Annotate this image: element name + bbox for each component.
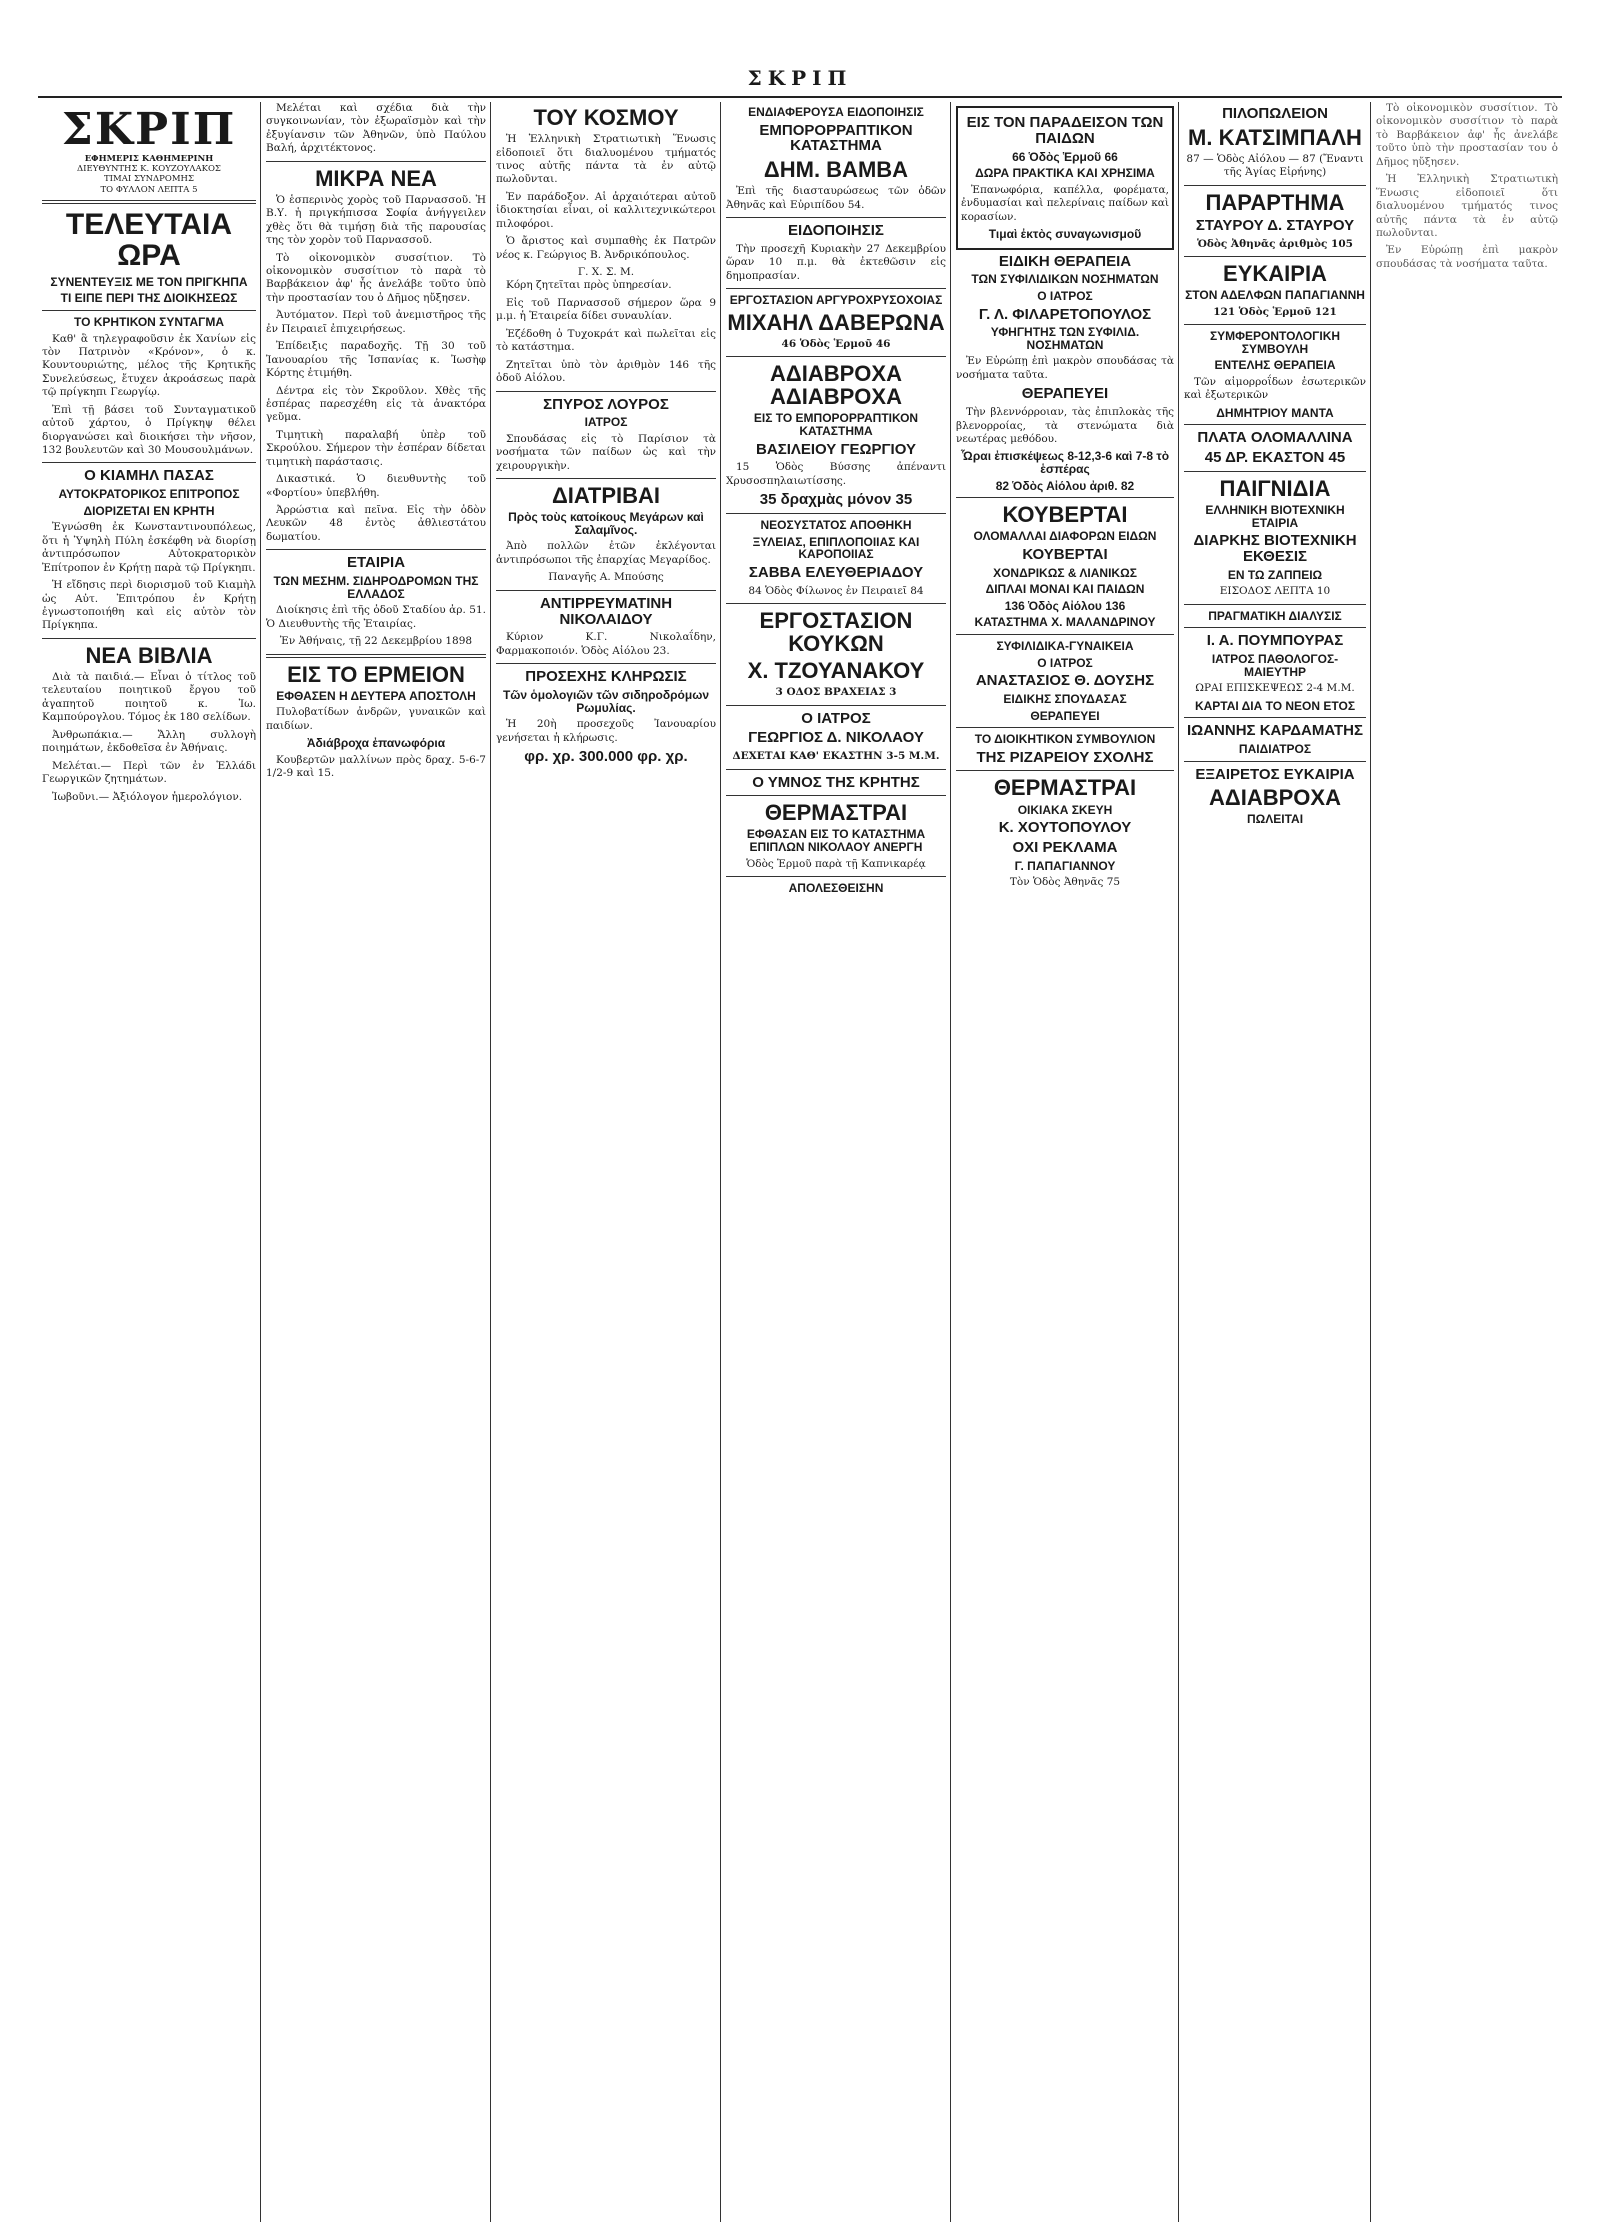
headline-lost: ΑΠΟΛΕΣΘΕΙΣΗΝ — [788, 881, 884, 896]
hours: ΔΕΧΕΤΑΙ ΚΑΘ' ΕΚΑΣΤΗΝ 3-5 Μ.Μ. — [732, 750, 940, 763]
headline-advice: ΣΥΜΦΕΡΟΝΤΟΛΟΓΙΚΗ ΣΥΜΒΟΥΛΗ — [1209, 329, 1341, 356]
column-7 — [1372, 102, 1562, 2222]
article-paragraph: Κύριον Κ.Γ. Νικολαΐδην, Φαρμακοποιόν. Ὁδὸς Αἰόλου 23. — [496, 631, 716, 657]
headline-woodwork: ΞΥΛΕΙΑΣ, ΕΠΙΠΛΟΠΟΙΙΑΣ ΚΑΙ ΚΑΡΟΠΟΙΙΑΣ — [752, 534, 920, 562]
article-paragraph: Ἐπὶ τῇ βάσει τοῦ Συνταγματικοῦ αὐτοῦ χάρτου, ὁ Πρίγκηψ θέλει διοργανώσει καὶ διοικήσει τὴν νῆσον, 132 βουλευτῶν καὶ 30 Μουσουλμάνων. — [42, 403, 256, 457]
headline-nikolaou: ΓΕΩΡΓΙΟΣ Δ. ΝΙΚΟΛΑΟΥ — [748, 729, 924, 747]
headline-for-sale: ΠΩΛΕΙΤΑΙ — [1246, 812, 1304, 827]
headline-pathologist: ΙΑΤΡΟΣ ΠΑΘΟΛΟΓΟΣ-ΜΑΙΕΥΤΗΡ — [1211, 652, 1339, 679]
address: 82 Ὁδὸς Αἰόλου ἀριθ. 82 — [995, 478, 1135, 493]
ad-box-paradise — [956, 106, 1174, 250]
divider — [726, 769, 946, 770]
divider — [1184, 627, 1366, 628]
headline-great-opportunity: ΕΞΑΙΡΕΤΟΣ ΕΥΚΑΙΡΙΑ — [1195, 765, 1355, 783]
headline-tailor-shop-2: ΕΙΣ ΤΟ ΕΜΠΟΡΟΡΡΑΠΤΙΚΟΝ ΚΑΤΑΣΤΗΜΑ — [753, 411, 919, 439]
divider — [726, 795, 946, 796]
entry-fee: ΕΙΣΟΔΟΣ ΛΕΠΤΑ 10 — [1219, 585, 1331, 598]
divider — [1184, 256, 1366, 257]
divider — [1184, 604, 1366, 605]
prices: ΤΙΜΑΙ ΣΥΝΔΡΟΜΗΣ — [104, 174, 194, 185]
headline-blankets: ΚΟΥΒΕΡΤΑΙ — [1002, 502, 1128, 528]
visiting-hours: Ὧραι ἐπισκέψεως 8-12,3-6 καὶ 7-8 τὸ ἑσπέρας — [960, 449, 1170, 476]
article-paragraph: Ἐγνώσθη ἐκ Κωνσταντινουπόλεως, ὅτι ἡ Ὑψηλὴ Πύλη ἐσκέφθη νὰ διορίσῃ ἀντιπρόσωπον Αὐτοκρατορικὸν Ἐπίτροπον ἐν Κρήτῃ παρὰ τῷ Πρίγκηπι. — [42, 521, 256, 574]
divider — [266, 654, 486, 658]
article-paragraph: Διὰ τὰ παιδιά.— Εἶναι ὁ τίτλος τοῦ τελευταίου ποιητικοῦ ἔργου τοῦ ἀγαπητοῦ ποιητοῦ κ. Ἰω. Καμπούρογλου. Τόμος ἐκ 180 σελίδων. — [42, 671, 256, 724]
headline-special-therapy: ΕΙΔΙΚΗ ΘΕΡΑΠΕΙΑ — [998, 252, 1132, 270]
headline-diatribai: ΔΙΑΤΡΙΒΑΙ — [551, 483, 661, 509]
headline-cretan-hymn: Ο ΥΜΝΟΣ ΤΗΣ ΚΡΗΤΗΣ — [752, 773, 920, 791]
headline-woollen-blankets: ΠΛΑΤΑ ΟΛΟΜΑΛΛΙΝΑ — [1197, 429, 1353, 447]
divider — [266, 549, 486, 550]
divider — [726, 705, 946, 706]
headline-woollen: ΟΛΟΜΑΛΛΑΙ ΔΙΑΦΟΡΩΝ ΕΙΔΩΝ — [973, 529, 1157, 544]
article-paragraph: Ἡ Ἑλληνικὴ Στρατιωτικὴ Ἕνωσις εἰδοποιεῖ ὅτι διαλυομένου τμήματός τινος αὐτῆς πάντα τὰ ἐν αὐτῷ πωλοῦνται. — [496, 133, 716, 186]
article-paragraph: Ἀπὸ πολλῶν ἐτῶν ἐκλέγονται ἀντιπρόσωποι τῆς ἐπαρχίας Μεγαρίδος. — [496, 540, 716, 566]
article-paragraph: Ἐπὶ τῆς διασταυρώσεως τῶν ὁδῶν Ἀθηνᾶς καὶ Εὐριπίδου 54. — [726, 185, 946, 211]
divider — [496, 478, 716, 479]
headline-megara: Πρὸς τοὺς κατοίκους Μεγάρων καὶ Σαλαμῖνος. — [508, 510, 704, 537]
address: 66 Ὁδὸς Ἑρμοῦ 66 — [1012, 149, 1118, 164]
article-paragraph: Ὁ ἄριστος καὶ συμπαθὴς ἐκ Πατρῶν νέος κ. Γεώργιος Β. Ἀνδρικόπουλος. — [496, 235, 716, 261]
article-paragraph: Τῶν αἱμορροΐδων ἐσωτερικῶν καὶ ἐξωτερικῶν — [1184, 375, 1366, 402]
article-paragraph: Τὸ οἰκονομικὸν συσσίτιον. Τὸ οἰκονομικὸν συσσίτιον τὸ παρὰ τὸ Βαρβάκειον ἀφ' ἧς ἀνελάβε τοῦτο ὑπὸ τὴν προστασίαν του ὁ Δῆμος ηὔξησεν. — [1376, 102, 1558, 168]
headline-interview: ΣΥΝΕΝΤΕΥΞΙΣ ΜΕ ΤΟΝ ΠΡΙΓΚΗΠΑ — [50, 274, 248, 289]
article-paragraph: Ἀυτόματον. Περὶ τοῦ ἀνεμιστῆρος τῆς ἐν Πειραιεῖ ἐπιχειρήσεως. — [266, 309, 486, 335]
headline-exhibition: ΔΙΑΡΚΗΣ ΒΙΟΤΕΧΝΙΚΗ ΕΚΘΕΣΙΣ — [1193, 532, 1357, 565]
headline-doctor: ΙΑΤΡΟΣ — [584, 415, 628, 430]
article-paragraph: Ἡ Ἑλληνικὴ Στρατιωτικὴ Ἕνωσις εἰδοποιεῖ ὅτι διαλυομένου τμήματός τινος αὐτῆς πάντα τὰ ἐν αὐτῷ πωλοῦνται. — [1376, 173, 1558, 239]
article-paragraph: Ἀρρώστια καὶ πεῖνα. Εἰς τὴν ὁδὸν Λευκῶν 48 ἐντὸς ἀθλιεστάτου δωματίου. — [266, 504, 486, 543]
address: Ὁδὸς Ἀθηνᾶς ἀριθμὸς 105 — [1197, 237, 1353, 250]
headline-administration: ΤΙ ΕΙΠΕ ΠΕΡΙ ΤΗΣ ΔΙΟΙΚΗΣΕΩΣ — [60, 291, 238, 306]
article-paragraph: Ἀνθρωπάκια.— Ἄλλη συλλογὴ ποιημάτων, ἐκδοθεῖσα ἐν Ἀθήναις. — [42, 728, 256, 755]
headline-syphilitic-gyn: ΣΥΦΙΛΙΔΙΚΑ-ΓΥΝΑΙΚΕΙΑ — [996, 639, 1134, 653]
article-paragraph: Τιμητικὴ παραλαβή ὑπὲρ τοῦ Σκρούλου. Σήμερον τὴν ἑσπέραν δίδεται τιμητικὴ παράστασις. — [266, 428, 486, 468]
divider — [1184, 717, 1366, 718]
address: Ὁδὸς Ἑρμοῦ παρὰ τῇ Καπνικαρέᾳ — [746, 857, 926, 870]
article-paragraph: Τὴν βλεννόρροιαν, τὰς ἐπιπλοκὰς τῆς βλενορροίας, τὰ στενώματα διὰ νεωτέρας μεθόδου. — [956, 406, 1174, 445]
article-paragraph: Μελέται.— Περὶ τῶν ἐν Ἑλλάδι Γεωργικῶν ζητημάτων. — [42, 759, 256, 786]
article-paragraph: Σπουδάσας εἰς τὸ Παρίσιον τὰ νοσήματα τῶν παίδων ὡς καὶ τὴν χειρουργικὴν. — [496, 432, 716, 472]
article-paragraph: Ἐν παράδοξον. Αἱ ἀρχαιότεραι αὐτοῦ ἰδιοκτησίαι εἶναι, οἱ καλλιτεχνικώτεροι πιλοφόροι. — [496, 190, 716, 230]
headline-treats: ΘΕΡΑΠΕΥΕΙ — [1021, 385, 1109, 403]
headline-world: ΤΟΥ ΚΟΣΜΟΥ — [533, 105, 679, 130]
article-paragraph: Ζητεῖται ὑπὸ τὸν ἀριθμὸν 146 τῆς ὁδοῦ Αἰόλου. — [496, 358, 716, 385]
headline-warehouse: ΝΕΟΣΥΣΤΑΤΟΣ ΑΠΟΘΗΚΗ — [760, 518, 912, 532]
headline-syphilis: ΤΩΝ ΣΥΦΙΛΙΔΙΚΩΝ ΝΟΣΗΜΑΤΩΝ — [971, 272, 1159, 287]
article-paragraph: Τὸ οἰκονομικὸν συσσίτιον. Τὸ οἰκονομικὸν συσσίτιον τὸ παρὰ τὸ Βαρβάκειον ἀφ' ἧς ἀνελάβε τοῦτο ὑπὸ τὴν προστασίαν του ὁ Δῆμος ηὔξησεν. — [266, 251, 486, 304]
headline-gifts: ΔΩΡΑ ΠΡΑΚΤΙΚΑ ΚΑΙ ΧΡΗΣΙΜΑ — [975, 166, 1155, 181]
article-paragraph: Ἰωβοῦνι.— Ἀξιόλογον ἡμερολόγιον. — [52, 790, 243, 803]
headline-tailor-shop: ΕΜΠΟΡΟΡΡΑΠΤΙΚΟΝ ΚΑΤΑΣΤΗΜΑ — [759, 121, 913, 155]
headline-daverona: ΜΙΧΑΗΛ ΔΑΒΕΡΩΝΑ — [727, 309, 945, 335]
divider — [42, 200, 256, 204]
headline-wholesale: ΧΟΝΔΡΙΚΩΣ & ΛΙΑΝΙΚΩΣ — [993, 565, 1137, 580]
headline-doll-factory: ΕΡΓΟΣΤΑΣΙΟΝ ΚΟΥΚΩΝ — [759, 607, 913, 657]
headline-dousis: ΑΝΑΣΤΑΣΙΟΣ Θ. ΔΟΥΣΗΣ — [975, 672, 1155, 690]
office: ΤΟ ΦΥΛΛΟΝ ΛΕΠΤΑ 5 — [100, 184, 198, 195]
article-paragraph: Ἡ 20ὴ προσεχοῦς Ἰανουαρίου γενήσεται ἡ κλήρωσις. — [496, 718, 716, 744]
divider — [42, 462, 256, 463]
signature: Παναγῆς Α. Μπούσης — [548, 571, 664, 584]
headline-kardamatis: ΙΩΑΝΝΗΣ ΚΑΡΔΑΜΑΤΗΣ — [1187, 722, 1363, 740]
headline-notification: ΕΙΔΟΠΟΙΗΣΙΣ — [788, 222, 884, 240]
headline-vasileiou: ΒΑΣΙΛΕΙΟΥ ΓΕΩΡΓΙΟΥ — [756, 440, 916, 458]
column-3 — [492, 102, 720, 2222]
article-paragraph: Καθ' ἃ τηλεγραφοῦσιν ἐκ Χανίων εἰς τὸν Πατρινὸν «Κρόνον», ὁ κ. Κουντουριώτης, μέλος τῆς Κρητικῆς Συνελεύσεως, ἔτυχεν ἀκροάσεως παρὰ τῷ πρίγκηπι Γεωργίῳ. — [42, 332, 256, 399]
address: Τὸν Ὁδὸς Ἀθηνᾶς 75 — [1009, 876, 1121, 889]
divider — [1184, 185, 1366, 186]
headline-stoves: ΘΕΡΜΑΣΤΡΑΙ — [764, 800, 908, 826]
headline-branch: ΠΑΡΑΡΤΗΜΑ — [1205, 189, 1345, 215]
divider — [726, 603, 946, 604]
column-1 — [38, 102, 260, 2222]
article-paragraph: Ἐπίδειξις παραδοχῆς. Τῇ 30 τοῦ Ἰανουαρίου τῆς Ἰσπανίας κ. Ἰωσὴφ Κόρτης ἐτιμήθη. — [266, 340, 486, 380]
column-divider — [1370, 102, 1371, 2222]
article-paragraph: Διοίκησις ἐπὶ τῆς ὁδοῦ Σταδίου ἀρ. 51. Ὁ Διευθυντὴς τῆς Ἐταιρίας. — [266, 604, 486, 630]
headline-zappeion: ΕΝ ΤΩ ΖΑΠΠΕΙΩ — [1227, 567, 1323, 582]
headline-anergi: ΕΦΘΑΣΑΝ ΕΙΣ ΤΟ ΚΑΤΑΣΤΗΜΑ ΕΠΙΠΛΩΝ ΝΙΚΟΛΑΟΥ ΑΝΕΡΓΗ — [746, 827, 926, 855]
headline-toys: ΠΑΙΓΝΙΔΙΑ — [1219, 475, 1331, 501]
divider — [726, 876, 946, 877]
column-divider — [490, 102, 491, 2222]
headline-lottery: ΠΡΟΣΕΧΗΣ ΚΛΗΡΩΣΙΣ — [525, 668, 687, 686]
headline-treats-2: ΘΕΡΑΠΕΥΕΙ — [1030, 708, 1100, 723]
column-2 — [262, 102, 490, 2222]
article-paragraph: Τὴν προσεχῆ Κυριακὴν 27 Δεκεμβρίου ὥραν 10 π.μ. θὰ ἐκτεθῶσιν εἰς δημοπρασίαν. — [726, 242, 946, 282]
headline-the-doctor-2: Ο ΙΑΤΡΟΣ — [1037, 655, 1093, 670]
headline-full-therapy: ΕΝΤΕΛΗΣ ΘΕΡΑΠΕΙΑ — [1214, 358, 1336, 373]
divider — [726, 217, 946, 218]
divider — [1184, 424, 1366, 425]
headline-last-hour: ΤΕΛΕΥΤΑΙΑ ΩΡΑ — [65, 207, 233, 273]
headline-antirheumatic: ΑΝΤΙΡΡΕΥΜΑΤΙΝΗ ΝΙΚΟΛΑΙΔΟΥ — [539, 594, 673, 628]
headline-ermeion: ΕΙΣ ΤΟ ΕΡΜΕΙΟΝ — [287, 661, 465, 687]
headline-lecturer: ΥΦΗΓΗΤΗΣ ΤΩΝ ΣΥΦΙΛΙΔ. ΝΟΣΗΜΑΤΩΝ — [990, 325, 1140, 352]
article-paragraph: 15 Ὁδὸς Βύσσης ἀπέναντι Χρυσοσπηλαιωτίσσης. — [726, 461, 946, 487]
headline-malandrinou: ΚΑΤΑΣΤΗΜΑ Χ. ΜΑΛΑΝΔΡΙΝΟΥ — [974, 615, 1156, 630]
headline-papagiannou: Γ. ΠΑΠΑΓΙΑΝΝΟΥ — [1014, 858, 1116, 873]
headline-new-year-cards: ΚΑΡΤΑΙ ΔΙΑ ΤΟ ΝΕΟΝ ΕΤΟΣ — [1194, 698, 1356, 713]
article-paragraph: Δέντρα εἰς τὸν Σκροῦλον. Χθὲς τῆς ἑσπέρας παρεσχέθη εἰς τὰ ἀνακτόρα γεῦμα. — [266, 384, 486, 424]
headline-constitution: ΤΟ ΚΡΗΤΙΚΟΝ ΣΥΝΤΑΓΜΑ — [73, 314, 225, 329]
headline-eleftheriadou: ΣΑΒΒΑ ΕΛΕΥΘΕΡΙΑΔΟΥ — [748, 563, 924, 581]
headline-liquidation: ΠΡΑΓΜΑΤΙΚΗ ΔΙΑΛΥΣΙΣ — [1208, 608, 1342, 623]
headline-new-books: ΝΕΑ ΒΙΒΛΙΑ — [85, 642, 213, 668]
headline-katsimpali: Μ. ΚΑΤΣΙΜΠΑΛΗ — [1188, 124, 1362, 150]
divider — [726, 356, 946, 357]
address: 46 Ὁδὸς Ἑρμοῦ 46 — [781, 337, 891, 350]
headline-blankets-2: ΚΟΥΒΕΡΤΑΙ — [1022, 545, 1108, 563]
article-paragraph: Ὁ ἑσπερινὸς χορὸς τοῦ Παρνασσοῦ. Ἡ Β.Υ. ἡ πριγκήπισσα Σοφία ἀνήγγειλεν χθὲς ὅτι θὰ τιμήσῃ διὰ τῆς παρουσίας της τὸν χορὸν τοῦ Παρνασσοῦ. — [266, 193, 486, 247]
headline-prices: Τιμαὶ ἐκτὸς συναγωνισμοῦ — [988, 227, 1142, 241]
headline-raincoats: ΑΔΙΑΒΡΟΧΑ ΑΔΙΑΒΡΟΧΑ — [770, 361, 902, 410]
article-paragraph: Μελέται καὶ σχέδια διὰ τὴν συγκοινωνίαν, τὸν ἐξωραϊσμὸν καὶ τὴν ἐξυγίανσιν τῶν Ἀθηνῶν, ὑπὸ Παύλου Βαλή, ἀρχιτέκτονος. — [266, 102, 486, 155]
headline-manta: ΔΗΜΗΤΡΙΟΥ ΜΑΝΤΑ — [1216, 405, 1334, 420]
article-paragraph: Ἐζέδοθη ὁ Τυχοκράτ καὶ πωλεῖται εἰς τὸ κατάστημα. — [496, 327, 716, 354]
column-divider — [720, 102, 721, 2222]
headline-bonds: Τῶν ὁμολογιῶν τῶν σιδηροδρόμων Ρωμυλίας. — [502, 687, 710, 715]
headline-stoves-2: ΘΕΡΜΑΣΤΡΑΙ — [993, 775, 1137, 801]
article-paragraph: Δικαστικά. Ὁ διευθυντὴς τοῦ «Φορτίου» ὑπεβλήθη. — [266, 473, 486, 499]
headline-poumpouras: Ι. Α. ΠΟΥΜΠΟΥΡΑΣ — [1206, 632, 1344, 650]
headline-opportunity: ΕΥΚΑΙΡΙΑ — [1223, 261, 1327, 286]
headline-second-shipment: ΕΦΘΑΣΕΝ Η ΔΕΥΤΕΡΑ ΑΠΟΣΤΟΛΗ — [276, 688, 476, 703]
price-line: 35 δραχμὰς μόνον 35 — [759, 491, 913, 509]
column-divider — [1178, 102, 1179, 2222]
article-paragraph: Κουβερτῶν μαλλίνων πρὸς δραχ. 5-6-7 1/2-9 καὶ 15. — [266, 753, 486, 780]
headline-the-doctor: Ο ΙΑΤΡΟΣ — [1037, 288, 1093, 303]
column-4 — [722, 102, 950, 2222]
divider — [1184, 471, 1366, 472]
divider — [1184, 324, 1366, 325]
headline-children-paradise: ΕΙΣ ΤΟΝ ΠΑΡΑΔΕΙΣΟΝ ΤΩΝ ΠΑΙΔΩΝ — [966, 114, 1164, 147]
divider — [496, 391, 716, 392]
dateline: Ἐν Ἀθήναις, τῇ 22 Δεκεμβρίου 1898 — [279, 635, 473, 648]
headline-railways: ΤΩΝ ΜΕΣΗΜ. ΣΙΔΗΡΟΔΡΟΜΩΝ ΤΗΣ ΕΛΛΑΔΟΣ — [273, 574, 479, 601]
address: 84 Ὁδὸς Φίλωνος ἐν Πειραιεῖ 84 — [748, 584, 924, 597]
column-6 — [1180, 102, 1370, 2222]
divider — [956, 770, 1174, 771]
headline-spyros-louros: ΣΠΥΡΟΣ ΛΟΥΡΟΣ — [543, 395, 669, 413]
article-paragraph: Εἰς τοῦ Παρνασσοῦ σήμερον ὥρα 9 μ.μ. ἡ Ἑταιρεία δίδει συναυλίαν. — [496, 296, 716, 323]
column-divider — [260, 102, 261, 2222]
headline-hat-shop: ΠΙΛΟΠΩΛΕΙΟΝ — [1222, 105, 1328, 122]
address: 3 ΟΔΟΣ ΒΡΑΧΕΙΑΣ 3 — [775, 686, 897, 699]
article-paragraph: Κόρη ζητεῖται πρὸς ὑπηρεσίαν. — [506, 279, 672, 292]
headline-raincoats-2: ΑΔΙΑΒΡΟΧΑ — [1209, 785, 1341, 811]
prize-amount: φρ. χρ. 300.000 φρ. χρ. — [524, 747, 688, 765]
article-paragraph: Ἐν Εὐρώπῃ ἐπὶ μακρὸν σπουδάσας τὰ νοσήματα ταῦτα. — [1376, 244, 1558, 270]
masthead: ΣΚΡΙΠ — [747, 66, 853, 90]
divider — [726, 288, 946, 289]
headline-company: ΕΤΑΙΡΙΑ — [346, 554, 406, 572]
divider — [956, 727, 1174, 728]
headline-papagianni: ΣΤΟΝ ΑΔΕΛΦΩΝ ΠΑΠΑΓΙΑΝΝΗ — [1185, 288, 1365, 303]
header-rule — [38, 96, 1562, 98]
headline-special-study: ΕΙΔΙΚΗΣ ΣΠΟΥΔΑΣΑΣ — [1003, 691, 1127, 706]
article-paragraph: Ἐν Εὐρώπῃ ἐπὶ μακρὸν σπουδάσας τὰ νοσήματα ταῦτα. — [956, 355, 1174, 381]
director: ΔΙΕΥΘΥΝΤΗΣ Κ. ΚΟΥΖΟΥΛΑΚΟΣ — [77, 164, 221, 175]
headline-appointed: ΔΙΟΡΙΖΕΤΑΙ ΕΝ ΚΡΗΤΗ — [83, 503, 215, 518]
divider — [496, 663, 716, 664]
hours: ΩΡΑΙ ΕΠΙΣΚΕΨΕΩΣ 2-4 Μ.Μ. — [1195, 682, 1355, 695]
headline-notice: ΕΝΔΙΑΦΕΡΟΥΣΑ ΕΙΔΟΠΟΙΗΣΙΣ — [748, 105, 924, 119]
address: 87 — Ὁδὸς Αἰόλου — 87 (Ἔναντι τῆς Ἁγίας Εἰρήνης) — [1186, 152, 1364, 179]
headline-pediatrician: ΠΑΙΔΙΑΤΡΟΣ — [1238, 742, 1312, 756]
headline-small-news: ΜΙΚΡΑ ΝΕΑ — [315, 165, 437, 191]
headline-tzouanakou: Χ. ΤΖΟΥΑΝΑΚΟΥ — [747, 658, 925, 684]
headline-household: ΟΙΚΙΑΚΑ ΣΚΕΥΗ — [1017, 802, 1113, 817]
column-divider — [950, 102, 951, 2222]
headline-single-double: ΔΙΠΛΑΙ ΜΟΝΑΙ ΚΑΙ ΠΑΙΔΩΝ — [985, 582, 1145, 597]
headline-choutopoulou: Κ. ΧΟΥΤΟΠΟΥΛΟΥ — [998, 819, 1132, 837]
divider — [42, 638, 256, 639]
divider — [1184, 761, 1366, 762]
headline-filaretopoulos: Γ. Λ. ΦΙΛΑΡΕΤΟΠΟΥΛΟΣ — [978, 305, 1152, 323]
article-paragraph: Ἐπανωφόρια, καπέλλα, φορέματα, ἐνδυμασίαι καὶ πελερίναις παίδων καὶ κορασίων. — [961, 183, 1169, 223]
headline-board: ΤΟ ΔΙΟΙΚΗΤΙΚΟΝ ΣΥΜΒΟΥΛΙΟΝ — [974, 732, 1156, 747]
headline-commissioner: ΑΥΤΟΚΡΑΤΟΡΙΚΟΣ ΕΠΙΤΡΟΠΟΣ — [58, 487, 240, 502]
headline-45-drachmas: 45 ΔΡ. ΕΚΑΣΤΟΝ 45 — [1204, 449, 1346, 467]
signature: Γ. Χ. Σ. Μ. — [577, 266, 635, 279]
headline-stavrou: ΣΤΑΥΡΟΥ Δ. ΣΤΑΥΡΟΥ — [1195, 216, 1355, 234]
divider — [956, 634, 1174, 635]
headline-vamvas: ΔΗΜ. ΒΑΜΒΑ — [763, 157, 909, 183]
newspaper-logo: ΣΚΡΙΠ — [61, 104, 237, 155]
headline-no-advert: ΟΧΙ ΡΕΚΛΑΜΑ — [1012, 838, 1118, 856]
divider — [956, 497, 1174, 498]
headline-the-doctor: Ο ΙΑΤΡΟΣ — [801, 709, 871, 727]
divider — [42, 310, 256, 311]
article-paragraph: Πυλοβατίδων ἀνδρῶν, γυναικῶν καὶ παιδίων. — [266, 706, 486, 732]
divider — [266, 161, 486, 162]
headline-craft-company: ΕΛΛΗΝΙΚΗ ΒΙΟΤΕΧΝΙΚΗ ΕΤΑΙΡΙΑ — [1205, 502, 1345, 530]
address: 121 Ὁδὸς Ἑρμοῦ 121 — [1213, 305, 1337, 318]
divider — [726, 513, 946, 514]
headline-raincoats: Ἀδιάβροχα ἐπανωφόρια — [306, 736, 446, 751]
article-paragraph: Ἡ εἴδησις περὶ διορισμοῦ τοῦ Κιαμὴλ ὡς Αὐτ. Ἐπιτρόπου ἐν Κρήτῃ ἐγνωστοποιήθη καὶ εἰς αὐτὸν τὸν Πρίγκηπα. — [42, 579, 256, 632]
headline-silversmith: ΕΡΓΟΣΤΑΣΙΟΝ ΑΡΓΥΡΟΧΡΥΣΟΧΟΙΑΣ — [729, 293, 943, 308]
headline-rizarios: ΤΗΣ ΡΙΖΑΡΕΙΟΥ ΣΧΟΛΗΣ — [976, 748, 1154, 766]
subtitle: ΕΦΗΜΕΡΙΣ ΚΑΘΗΜΕΡΙΝΗ — [84, 154, 214, 164]
column-5 — [952, 102, 1178, 2222]
address: 136 Ὁδὸς Αἰόλου 136 — [1004, 598, 1126, 613]
headline-kiamil: Ο ΚΙΑΜΗΛ ΠΑΣΑΣ — [84, 467, 214, 485]
divider — [496, 590, 716, 591]
